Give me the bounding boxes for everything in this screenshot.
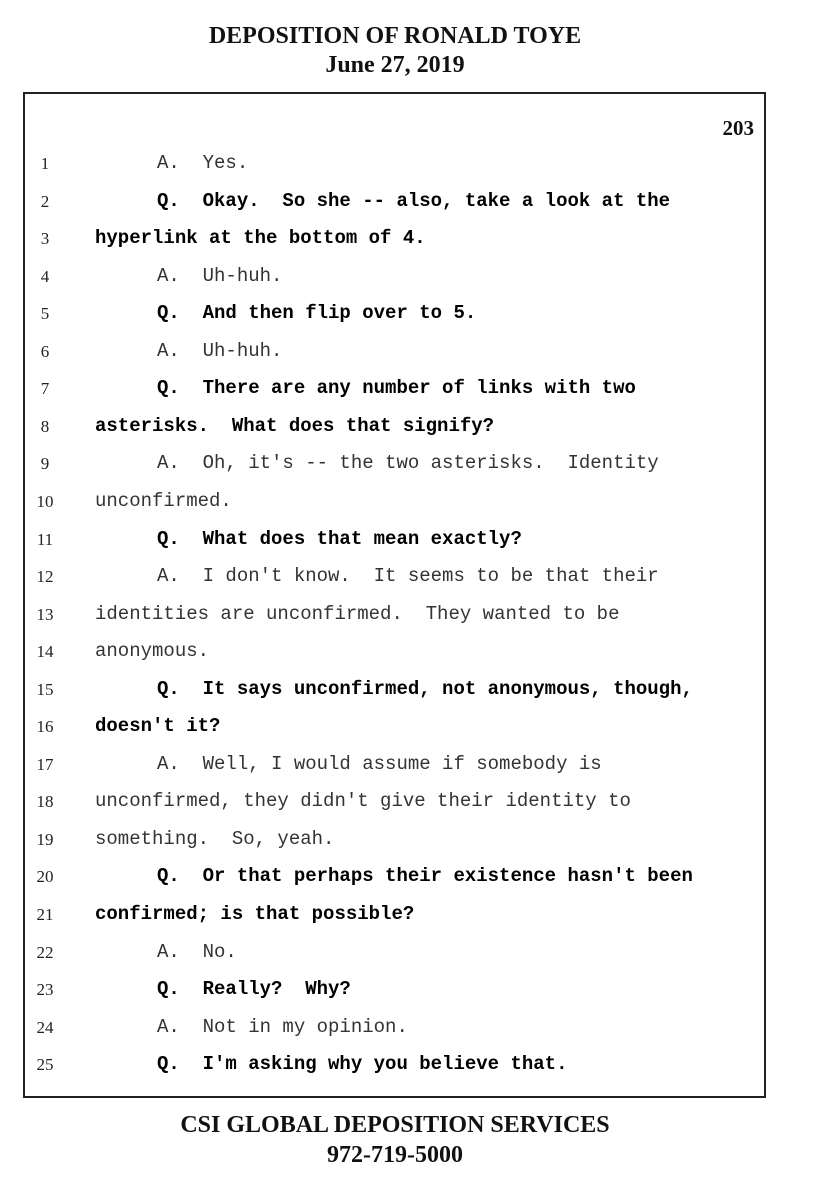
- transcript-line: [25, 375, 764, 405]
- transcript-line: [25, 713, 764, 743]
- deposition-title: DEPOSITION OF RONALD TOYE: [208, 23, 582, 49]
- line-number: 16: [36, 717, 54, 737]
- page-number: 203: [722, 116, 754, 140]
- answer-text: A. Uh-huh.: [157, 339, 283, 362]
- answer-text: anonymous.: [95, 640, 210, 663]
- answer-text: A. No.: [157, 940, 237, 963]
- court-reporter-company: CSI GLOBAL DEPOSITION SERVICES: [180, 1112, 610, 1138]
- transcript-line: [25, 788, 764, 818]
- question-text: asterisks. What does that signify?: [95, 414, 495, 437]
- question-text: confirmed; is that possible?: [95, 903, 415, 925]
- transcript-page: [23, 92, 766, 1098]
- transcript-line: [25, 638, 764, 668]
- transcript-line: [25, 300, 764, 330]
- line-number: 21: [36, 905, 54, 924]
- answer-text: unconfirmed, they didn't give their identity to: [95, 790, 631, 813]
- line-number: 4: [40, 266, 50, 286]
- line-number: 14: [36, 642, 54, 662]
- answer-text: unconfirmed.: [95, 489, 232, 512]
- answer-text: identities are unconfirmed. They wanted to be: [95, 602, 620, 625]
- transcript-line: [25, 450, 764, 480]
- question-text: Q. It says unconfirmed, not anonymous, though,: [157, 677, 693, 700]
- transcript-line: [25, 751, 764, 781]
- transcript-line: [25, 526, 764, 556]
- line-number: 15: [36, 679, 54, 699]
- line-number: 20: [36, 867, 54, 887]
- transcript-line: [25, 826, 764, 856]
- transcript-line: [25, 863, 764, 893]
- line-number: 24: [36, 1017, 54, 1037]
- line-number: 2: [40, 191, 50, 211]
- question-text: Q. Okay. So she -- also, take a look at the: [157, 189, 671, 212]
- question-text: hyperlink at the bottom of 4.: [95, 227, 426, 250]
- line-number: 7: [40, 379, 50, 399]
- document-footer: [0, 1110, 790, 1170]
- answer-text: A. Oh, it's -- the two asterisks. Identity: [157, 452, 659, 475]
- line-number: 12: [36, 567, 54, 587]
- deposition-date: June 27, 2019: [325, 52, 465, 78]
- transcript-line: [25, 338, 764, 368]
- question-text: Q. Really? Why?: [157, 978, 351, 1001]
- line-number: 3: [40, 229, 50, 249]
- transcript-line: [25, 901, 764, 931]
- question-text: Q. What does that mean exactly?: [157, 527, 522, 550]
- transcript-line: [25, 676, 764, 706]
- question-text: Q. And then flip over to 5.: [157, 302, 477, 325]
- transcript-line: [25, 413, 764, 443]
- court-reporter-phone: 972-719-5000: [327, 1142, 463, 1168]
- line-number: 10: [36, 491, 54, 511]
- line-number: 19: [36, 829, 54, 849]
- line-number: 22: [36, 942, 54, 962]
- transcript-line: [25, 1014, 764, 1044]
- transcript-line: [25, 150, 764, 180]
- transcript-line: [25, 601, 764, 631]
- line-number: 18: [36, 792, 54, 812]
- transcript-line: [25, 976, 764, 1006]
- line-number: 5: [40, 304, 50, 324]
- transcript-line: [25, 1051, 764, 1081]
- document-header: [0, 22, 790, 80]
- transcript-line: [25, 263, 764, 293]
- question-text: Q. There are any number of links with two: [157, 377, 636, 400]
- answer-text: A. Yes.: [157, 152, 249, 174]
- line-number: 23: [36, 980, 54, 1000]
- line-number: 8: [40, 416, 50, 436]
- line-number: 25: [36, 1055, 54, 1075]
- transcript-line: [25, 563, 764, 593]
- answer-text: A. Well, I would assume if somebody is: [157, 752, 602, 775]
- line-number: 13: [36, 604, 54, 624]
- line-number: 11: [36, 529, 54, 549]
- answer-text: something. So, yeah.: [95, 827, 335, 850]
- line-number: 6: [40, 341, 50, 361]
- answer-text: A. Uh-huh.: [157, 264, 283, 287]
- line-number: 9: [40, 454, 50, 474]
- transcript-line: [25, 188, 764, 218]
- line-number: 1: [40, 154, 50, 173]
- question-text: Q. Or that perhaps their existence hasn't been: [157, 865, 693, 888]
- question-text: Q. I'm asking why you believe that.: [157, 1053, 568, 1076]
- transcript-line: [25, 225, 764, 255]
- question-text: doesn't it?: [95, 715, 221, 738]
- answer-text: A. Not in my opinion.: [157, 1015, 408, 1038]
- line-number: 17: [36, 754, 54, 774]
- transcript-line: [25, 488, 764, 518]
- answer-text: A. I don't know. It seems to be that their: [157, 565, 659, 588]
- transcript-line: [25, 939, 764, 969]
